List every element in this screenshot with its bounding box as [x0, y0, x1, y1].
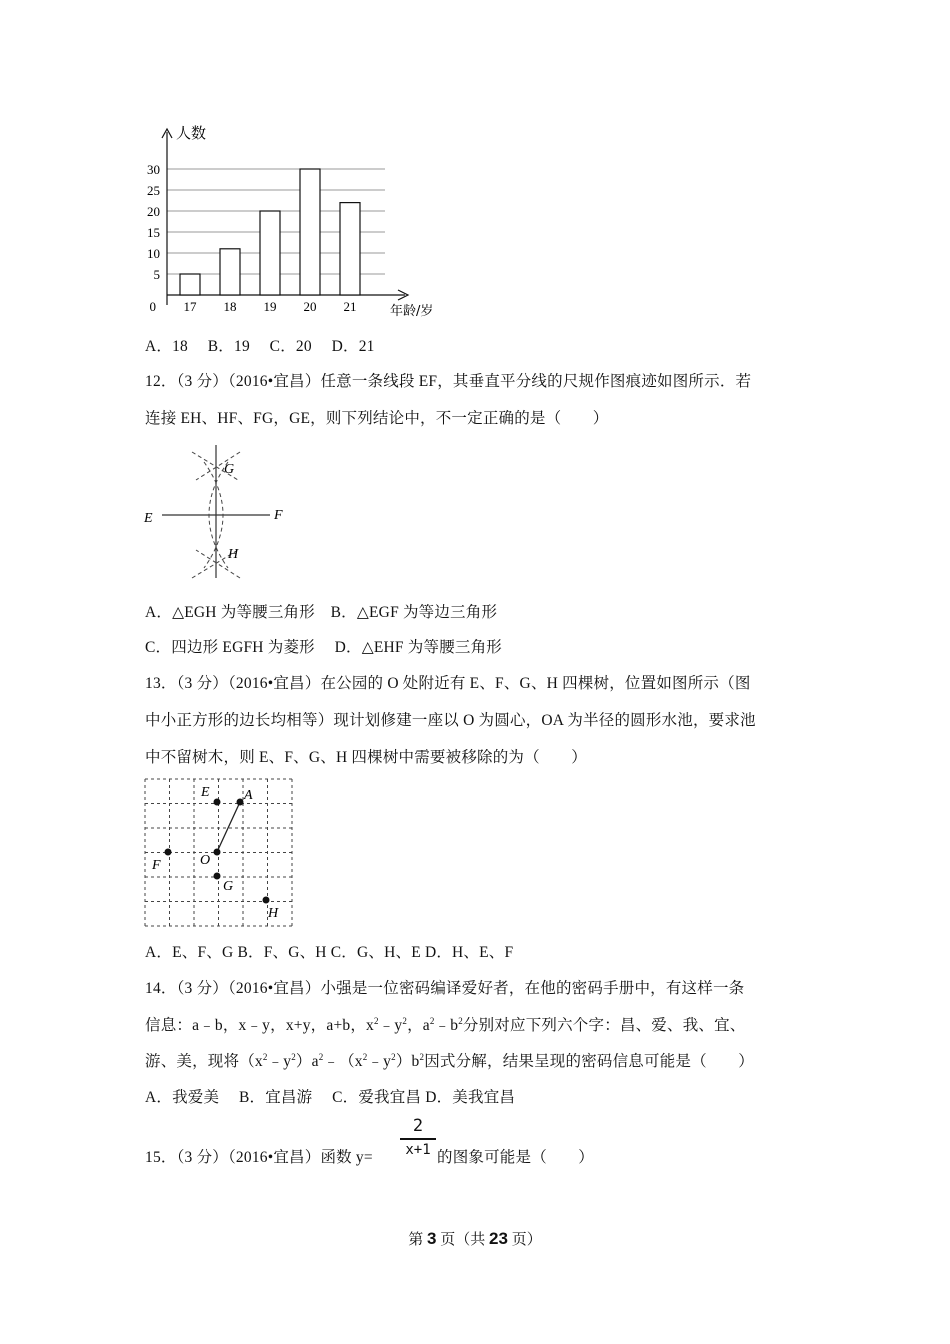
point-e: [214, 799, 221, 806]
chart-x-tick-labels: [184, 299, 357, 314]
point-h: [263, 897, 270, 904]
label-g: G: [224, 462, 235, 477]
y-tick-label: 5: [153, 267, 160, 282]
label-a: A: [244, 788, 253, 803]
bar-chart: [140, 118, 460, 323]
perpendicular-bisector-figure: [140, 440, 300, 580]
bar-17: [180, 274, 200, 295]
y-axis-label: 人数: [176, 124, 207, 142]
y-tick-label: 30: [147, 162, 160, 177]
q13-line-1: 13．（3 分）（2016•宜昌）在公园的 O 处附近有 E、F、G、H 四棵树，位置如图所示（图: [145, 675, 751, 692]
point-a: [237, 799, 244, 806]
q14-line-3: 游、美，现将$(x^2﹣y^2)a^2﹣(x^2﹣y^2)b^2$因式分解，结果呈现的密码信息可能是（ ）: [145, 1052, 754, 1070]
fraction-denominator: x+1: [405, 1142, 431, 1158]
q14-line-2: 信息：a﹣b，x﹣y，x+y，a+b，$x^2﹣y^2$，$a^2﹣b^2$分别对应下列六个字：昌、爱、我、宜、: [145, 1016, 746, 1034]
x-tick-label: 18: [223, 299, 237, 314]
y-tick-label: 20: [147, 204, 160, 219]
x-tick-label: 19: [263, 299, 277, 314]
point-g: [214, 873, 221, 880]
x-tick-label: 21: [343, 299, 357, 314]
q14-line-1: 14．（3 分）（2016•宜昌）小强是一位密码编译爱好者，在他的密码手册中，有这样一条: [145, 980, 745, 997]
q15-prefix: 15．（3 分）（2016•宜昌）函数 y=: [145, 1149, 373, 1166]
y-tick-label: 25: [147, 183, 160, 198]
bar-21: [340, 203, 360, 295]
label-h: H: [228, 547, 239, 562]
label-e: E: [144, 511, 153, 526]
x-axis-label: 年龄/岁: [390, 304, 434, 319]
q12-line-1: 12．（3 分）（2016•宜昌）任意一条线段 EF，其垂直平分线的尺规作图痕迹如图所示．若: [145, 373, 752, 390]
x-tick-label: 17: [183, 299, 197, 314]
fraction-numerator: 2: [412, 1116, 424, 1136]
label-e: E: [201, 785, 210, 800]
q15-fraction: [400, 1116, 436, 1162]
label-f: F: [274, 508, 283, 523]
bar-20: [300, 169, 320, 295]
label-f: F: [152, 858, 161, 873]
q12-line-2: 连接 EH、HF、FG，GE，则下列结论中，不一定正确的是（ ）: [145, 410, 609, 427]
page-footer: 第 3 页（共 23 页）: [408, 1229, 542, 1248]
q11-options: A．18 B．19 C．20 D．21: [145, 338, 375, 355]
q14-options: A．我爱美 B．宜昌游 C．爱我宜昌 D．美我宜昌: [145, 1089, 516, 1106]
q15-suffix: 的图象可能是（ ）: [437, 1149, 595, 1166]
q12-options-cd: C．四边形 EGFH 为菱形 D．△EHF 为等腰三角形: [145, 639, 503, 656]
y-tick-label: 15: [147, 225, 160, 240]
bar-19: [260, 211, 280, 295]
tree-grid-figure: [144, 778, 294, 928]
bar-18: [220, 249, 240, 295]
q13-line-3: 中不留树木，则 E、F、G、H 四棵树中需要被移除的为（ ）: [145, 749, 587, 766]
y-tick-label: 10: [147, 246, 160, 261]
point-o: [214, 849, 221, 856]
label-o: O: [200, 853, 211, 868]
q13-options: A．E、F、G B．F、G、H C．G、H、E D．H、E、F: [145, 944, 514, 961]
y-tick-label: 0: [149, 299, 156, 314]
q13-line-2: 中小正方形的边长均相等）现计划修建一座以 O 为圆心，OA 为半径的圆形水池，要求池: [145, 712, 756, 729]
chart-y-tick-labels: [147, 162, 160, 314]
x-tick-label: 20: [303, 299, 317, 314]
label-h: H: [268, 906, 279, 921]
segment-oa: [217, 802, 240, 852]
q12-options-ab: A．△EGH 为等腰三角形 B．△EGF 为等边三角形: [145, 604, 498, 621]
label-g: G: [223, 879, 234, 894]
point-f: [165, 849, 172, 856]
